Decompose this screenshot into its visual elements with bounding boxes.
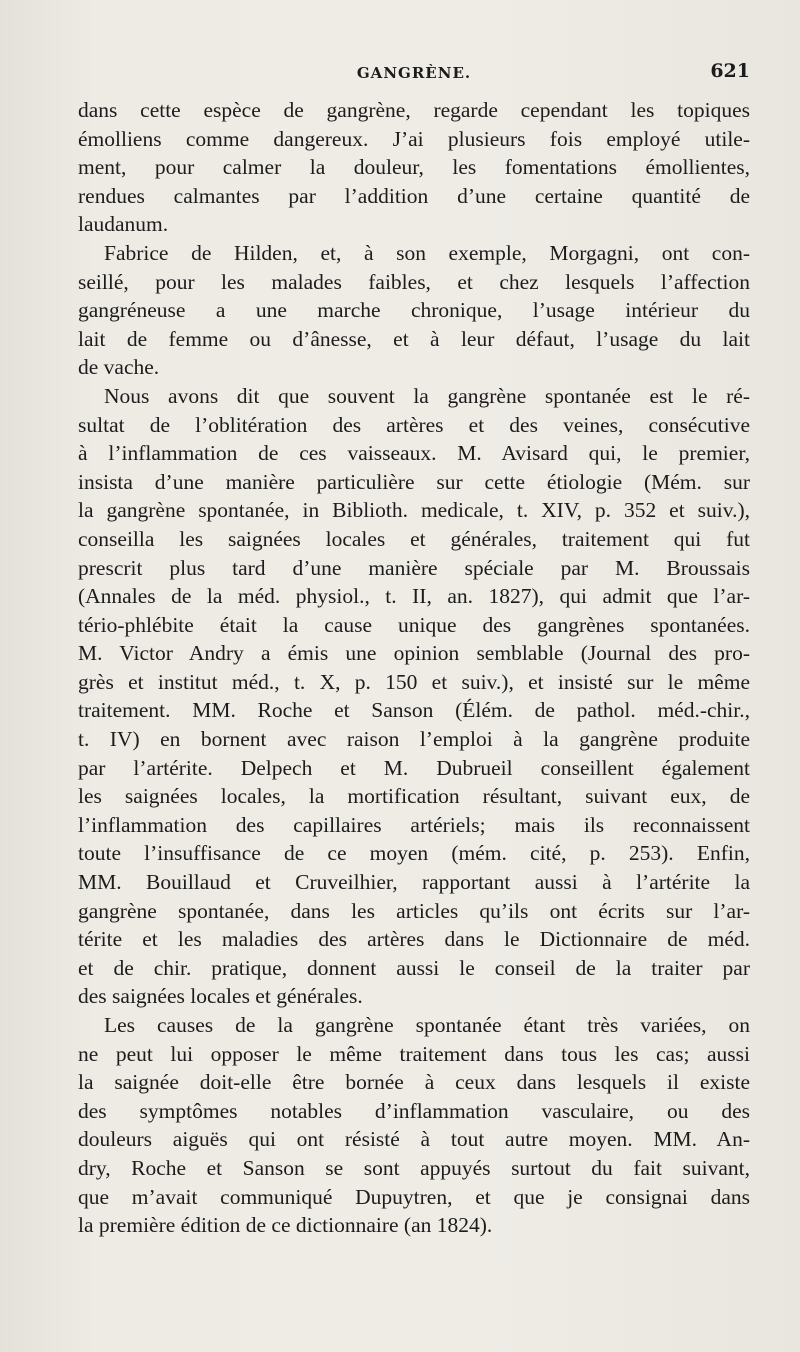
text-line: Nous avons dit que souvent la gangrène spontanée est le ré- bbox=[104, 383, 750, 408]
text-line: par l’artérite. Delpech et M. Dubrueil conseillent également bbox=[78, 755, 750, 780]
text-line: Les causes de la gangrène spontanée étant très variées, on bbox=[104, 1013, 750, 1037]
text-line: dry, Roche et Sanson se sont appuyés surtout du fait suivant, bbox=[78, 1155, 750, 1180]
text-line: térite et les maladies des artères dans le Dictionnaire de méd. bbox=[78, 927, 750, 952]
paragraph bbox=[78, 96, 750, 239]
text-line: M. Victor Andry a émis une opinion semblable (Journal des pro- bbox=[78, 641, 750, 666]
text-line: à l’inflammation de ces vaisseaux. M. Avisard qui, le premier, bbox=[78, 441, 750, 466]
text-line: seillé, pour les malades faibles, et chez lesquels l’affection bbox=[78, 269, 750, 294]
text-line: des saignées locales et générales. bbox=[78, 984, 363, 1009]
text-line: la gangrène spontanée, in Biblioth. medicale, t. XIV, p. 352 et suiv.), bbox=[78, 498, 750, 523]
text-line: tério-phlébite était la cause unique des gangrènes spontanées. bbox=[78, 612, 750, 637]
text-line: les saignées locales, la mortification résultant, suivant eux, de bbox=[78, 784, 750, 809]
text-line: rendues calmantes par l’addition d’une certaine quantité de bbox=[78, 183, 750, 208]
page-number: 621 bbox=[710, 60, 750, 82]
text-line: ne peut lui opposer le même traitement dans tous les cas; aussi bbox=[78, 1041, 750, 1066]
text-line: traitement. MM. Roche et Sanson (Élém. de pathol. méd.-chir., bbox=[78, 698, 750, 723]
text-line: laudanum. bbox=[78, 212, 169, 237]
text-line: dans cette espèce de gangrène, regarde cependant les topiques bbox=[78, 98, 750, 122]
text-line: la saignée doit-elle être bornée à ceux dans lesquels il existe bbox=[78, 1070, 750, 1095]
text-line: des symptômes notables d’inflammation vasculaire, ou des bbox=[78, 1098, 750, 1123]
text-line: douleurs aiguës qui ont résisté à tout autre moyen. MM. An- bbox=[78, 1127, 750, 1152]
text-line: toute l’insuffisance de ce moyen (mém. cité, p. 253). Enfin, bbox=[78, 841, 750, 866]
body-text bbox=[78, 96, 750, 1240]
text-line: conseilla les saignées locales et générales, traitement qui fut bbox=[78, 526, 750, 551]
text-line: gangréneuse a une marche chronique, l’usage intérieur du bbox=[78, 298, 750, 323]
text-line: ment, pour calmer la douleur, les fomentations émollientes, bbox=[78, 155, 750, 180]
text-line: la première édition de ce dictionnaire (an 1824). bbox=[78, 1213, 493, 1238]
text-line: que m’avait communiqué Dupuytren, et que je consignai dans bbox=[78, 1184, 750, 1209]
text-line: l’inflammation des capillaires artériels; mais ils reconnaissent bbox=[78, 812, 750, 837]
text-line: t. IV) en bornent avec raison l’emploi à la gangrène produite bbox=[78, 727, 750, 752]
text-line: MM. Bouillaud et Cruveilhier, rapportant aussi à l’artérite la bbox=[78, 870, 750, 895]
text-line: prescrit plus tard d’une manière spéciale par M. Broussais bbox=[78, 555, 750, 580]
paragraph bbox=[78, 1011, 750, 1240]
text-line: lait de femme ou d’ânesse, et à leur défaut, l’usage du lait bbox=[78, 326, 750, 351]
text-line: grès et institut méd., t. X, p. 150 et suiv.), et insisté sur le même bbox=[78, 669, 750, 694]
paragraph bbox=[78, 239, 750, 382]
paragraph bbox=[78, 382, 750, 1011]
text-line: de vache. bbox=[78, 355, 160, 380]
page-header bbox=[78, 60, 750, 88]
text-line: Fabrice de Hilden, et, à son exemple, Morgagni, ont con- bbox=[104, 240, 750, 265]
text-line: et de chir. pratique, donnent aussi le conseil de la traiter par bbox=[78, 955, 750, 980]
text-line: sultat de l’oblitération des artères et des veines, consécutive bbox=[78, 412, 750, 437]
running-title: GANGRÈNE. bbox=[356, 64, 472, 82]
text-line: émolliens comme dangereux. J’ai plusieurs fois employé utile- bbox=[78, 126, 750, 151]
text-line: insista d’une manière particulière sur cette étiologie (Mém. sur bbox=[78, 469, 750, 494]
text-line: (Annales de la méd. physiol., t. II, an. 1827), qui admit que l’ar- bbox=[78, 584, 750, 609]
text-line: gangrène spontanée, dans les articles qu’ils ont écrits sur l’ar- bbox=[78, 898, 750, 923]
